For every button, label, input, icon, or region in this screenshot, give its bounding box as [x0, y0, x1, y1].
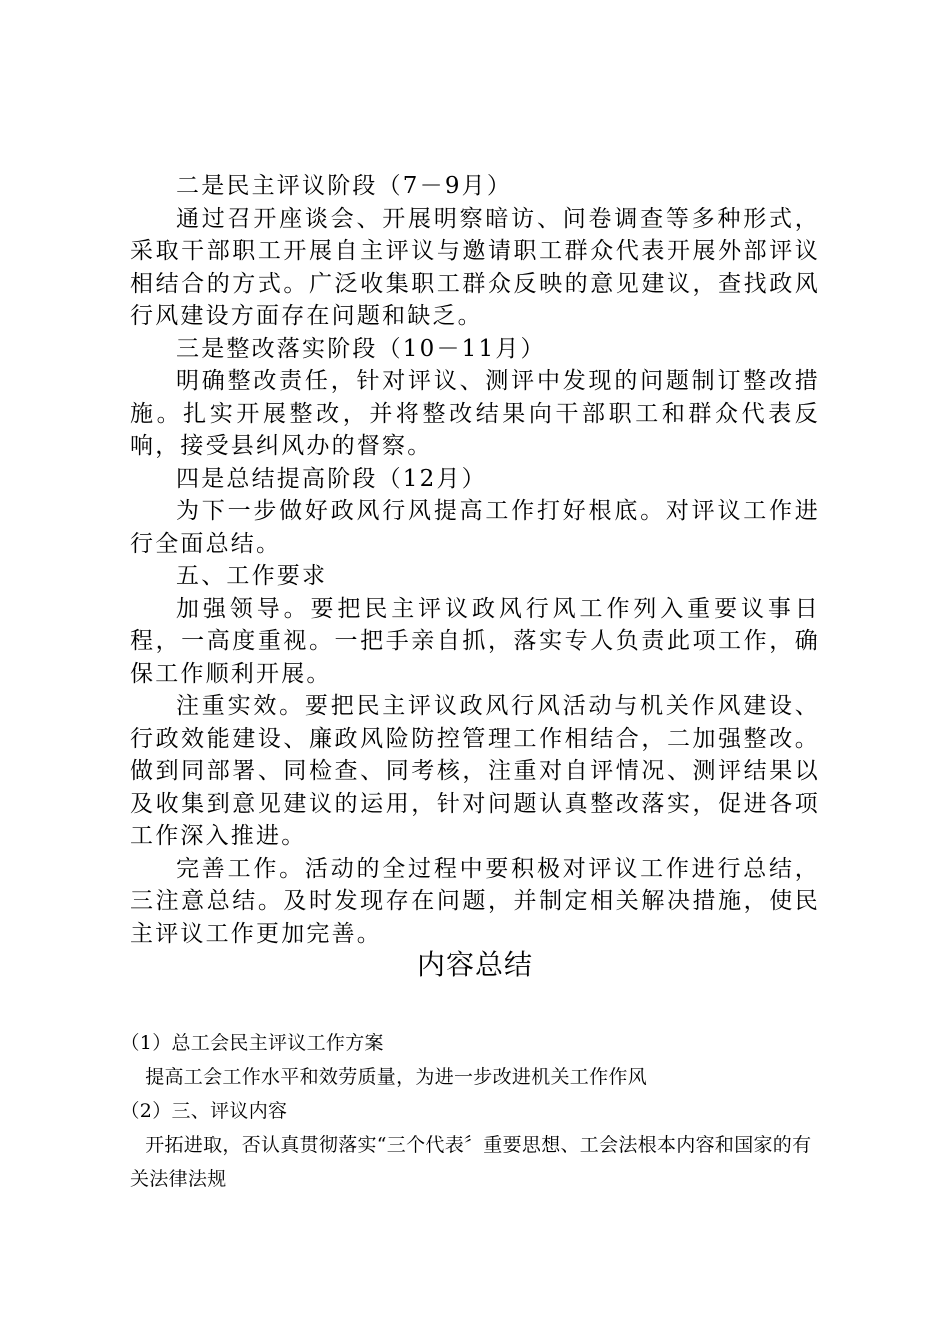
section-five-heading: 五、工作要求	[176, 563, 328, 589]
summary-item-2-body: 开拓进取，否认真贯彻落实“三个代表〞重要思想、工会法根本内容和国家的有关法律法规	[130, 1134, 812, 1190]
summary-item-2-text	[130, 1128, 830, 1196]
stage-two-paragraph: 通过召开座谈会、开展明察暗访、问卷调查等多种形式，采取干部职工开展自主评议与邀请职工群众代表开展外部评议相结合的方式。广泛收集职工群众反映的意见建议，查找政风行风建设方面存在问题和缺乏。	[130, 205, 820, 329]
stage-two-heading: 二是民主评议阶段（7－9月）	[176, 173, 513, 199]
requirement-leadership-paragraph: 加强领导。要把民主评议政风行风工作列入重要议事日程，一高度重视。一把手亲自抓，落实专人负责此项工作，确保工作顺利开展。	[130, 595, 820, 687]
stage-three-paragraph: 明确整改责任，针对评议、测评中发现的问题制订整改措施。扎实开展整改，并将整改结果向干部职工和群众代表反响，接受县纠风办的督察。	[130, 368, 820, 459]
requirement-effectiveness-paragraph: 注重实效。要把民主评议政风行风活动与机关作风建设、行政效能建设、廉政风险防控管理工作相结合，二加强整改。做到同部署、同检查、同考核，注重对自评情况、测评结果以及收集到意见建议的运用，针对问题认真整改落实，促进各项工作深入推进。	[130, 693, 820, 849]
stage-four-paragraph: 为下一步做好政风行风提高工作打好根底。对评议工作进行全面总结。	[130, 498, 820, 557]
summary-section	[120, 1026, 830, 1196]
document-body	[130, 170, 820, 950]
summary-item-2-heading: （2）三、评议内容	[120, 1100, 288, 1122]
stage-four-heading: 四是总结提高阶段（12月）	[176, 465, 487, 492]
summary-title: 内容总结	[416, 948, 533, 981]
stage-three-heading: 三是整改落实阶段（10－11月）	[176, 335, 546, 362]
summary-item-1-heading: （1）总工会民主评议工作方案	[120, 1032, 384, 1054]
requirement-improvement-paragraph: 完善工作。活动的全过程中要积极对评议工作进行总结，三注意总结。及时发现存在问题，并制定相关解决措施，使民主评议工作更加完善。	[130, 855, 820, 947]
summary-item-1-text: 提高工会工作水平和效劳质量，为进一步改进机关工作作风	[145, 1066, 647, 1088]
